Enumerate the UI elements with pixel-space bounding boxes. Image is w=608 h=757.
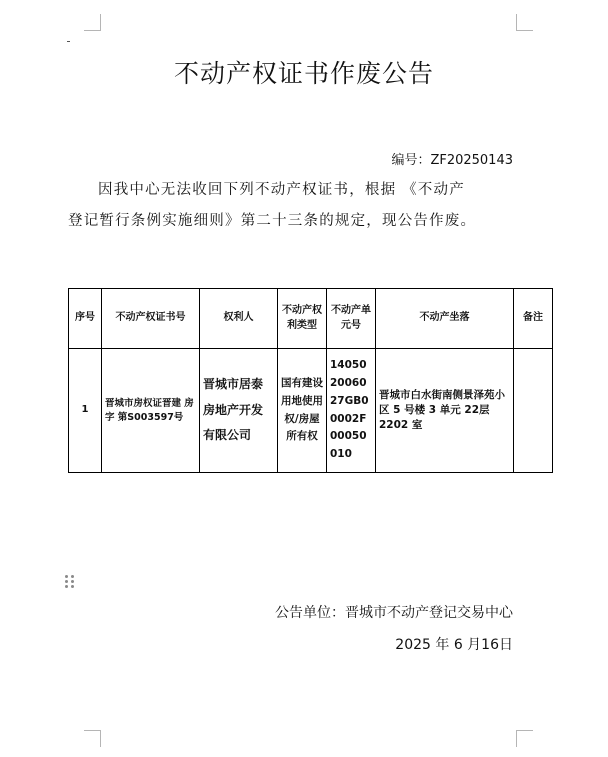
header-type: 不动产权利类型 (278, 289, 327, 349)
cell-no: 1 (69, 349, 102, 473)
cell-owner: 晋城市居泰房地产开发有限公司 (200, 349, 278, 473)
crop-mark-top-left (84, 14, 101, 31)
crop-mark-bottom-left (84, 730, 101, 747)
cell-type: 国有建设用地使用权/房屋所有权 (278, 349, 327, 473)
header-remark: 备注 (514, 289, 553, 349)
cell-remark (514, 349, 553, 473)
certificate-table (68, 288, 553, 473)
page-title: 不动产权证书作废公告 (173, 59, 434, 88)
header-unit: 不动产单元号 (327, 289, 376, 349)
header-no: 序号 (69, 289, 102, 349)
cursor-mark (67, 41, 70, 42)
body-paragraph-line-1: 因我中心无法收回下列不动产权证书，根据 《不动产 (98, 182, 465, 198)
cell-cert: 晋城市房权证晋建 房 字 第S003597号 (102, 349, 200, 473)
issuing-authority: 公告单位：晋城市不动产登记交易中心 (275, 605, 513, 621)
serial-number: 编号：ZF20250143 (391, 153, 513, 168)
issue-date: 2025 年 6 月16日 (395, 637, 513, 653)
drag-handle-icon[interactable] (65, 575, 75, 589)
cell-unit: 140502006027GB00002F00050010 (327, 349, 376, 473)
header-owner: 权利人 (200, 289, 278, 349)
cell-address: 晋城市白水街南侧景泽苑小区 5 号楼 3 单元 22层 2202 室 (376, 349, 514, 473)
table-row (69, 349, 553, 473)
crop-mark-bottom-right (516, 730, 533, 747)
table-header-row (69, 289, 553, 349)
header-cert: 不动产权证书号 (102, 289, 200, 349)
header-address: 不动产坐落 (376, 289, 514, 349)
body-paragraph-line-2: 登记暂行条例实施细则》第二十三条的规定，现公告作废。 (68, 213, 477, 229)
crop-mark-top-right (516, 14, 533, 31)
